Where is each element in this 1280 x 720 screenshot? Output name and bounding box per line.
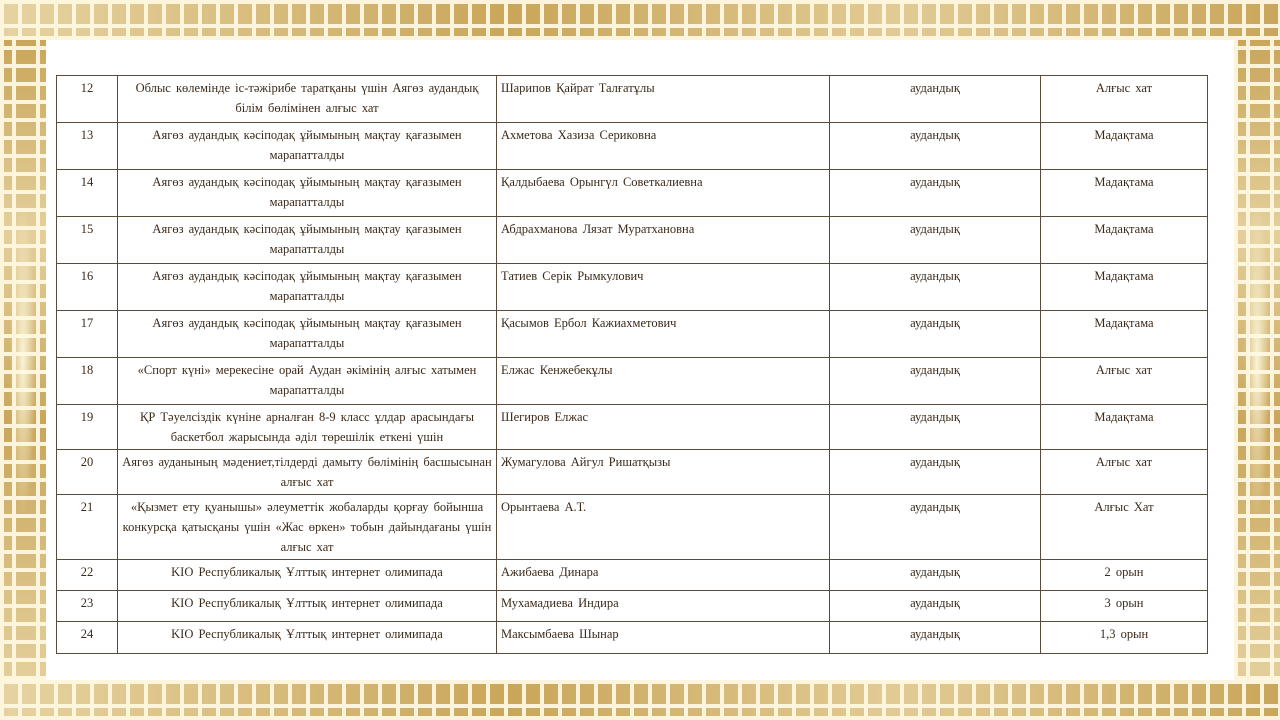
- recipient-name: Абдрахманова Лязат Муратхановна: [497, 217, 830, 264]
- awards-table: [56, 75, 1208, 654]
- award-description: ҚР Тәуелсіздік күніне арналған 8-9 класс ұлдар арасындағы баскетбол жарысында әділ төрешілік еткені үшін: [118, 405, 497, 450]
- award-description: Аягөз аудандық кәсіподақ ұйымының мақтау қағазымен марапатталды: [118, 264, 497, 311]
- award-level: аудандық: [830, 560, 1041, 591]
- table-row: [57, 560, 1208, 591]
- award-type: Мадақтама: [1041, 264, 1208, 311]
- awards-table-body: [57, 76, 1208, 654]
- award-description: Аягөз аудандық кәсіподақ ұйымының мақтау қағазымен марапатталды: [118, 217, 497, 264]
- recipient-name: Шегиров Елжас: [497, 405, 830, 450]
- table-row: [57, 217, 1208, 264]
- row-number: 20: [57, 450, 118, 495]
- row-number: 15: [57, 217, 118, 264]
- award-type: 2 орын: [1041, 560, 1208, 591]
- award-type: Алғыс хат: [1041, 76, 1208, 123]
- row-number: 24: [57, 622, 118, 654]
- recipient-name: Ахметова Хазиза Сериковна: [497, 123, 830, 170]
- table-row: [57, 123, 1208, 170]
- recipient-name: Ажибаева Динара: [497, 560, 830, 591]
- award-description: KIO Республикалық Ұлттық интернет олимипада: [118, 622, 497, 654]
- row-number: 23: [57, 591, 118, 622]
- recipient-name: Татиев Серік Рымкулович: [497, 264, 830, 311]
- recipient-name: Орынтаева А.Т.: [497, 495, 830, 560]
- recipient-name: Максымбаева Шынар: [497, 622, 830, 654]
- award-type: Мадақтама: [1041, 217, 1208, 264]
- award-description: Аягөз ауданының мәдениет,тілдерді дамыту бөлімінің басшысынан алғыс хат: [118, 450, 497, 495]
- award-description: Облыс көлемінде іс-тәжірибе таратқаны үшін Аягөз аудандық білім бөлімінен алғыс хат: [118, 76, 497, 123]
- award-description: «Қызмет ету қуанышы» әлеуметтік жобаларды қорғау бойынша конкурсқа қатысқаны үшін «Жас өркен» тобын дайындағаны үшін алғыс хат: [118, 495, 497, 560]
- row-number: 13: [57, 123, 118, 170]
- award-type: Алғыс Хат: [1041, 495, 1208, 560]
- recipient-name: Шарипов Қайрат Талғатұлы: [497, 76, 830, 123]
- greek-key-border-bottom: [0, 680, 1280, 720]
- award-type: 1,3 орын: [1041, 622, 1208, 654]
- award-type: Мадақтама: [1041, 405, 1208, 450]
- award-type: Мадақтама: [1041, 123, 1208, 170]
- award-level: аудандық: [830, 170, 1041, 217]
- award-level: аудандық: [830, 405, 1041, 450]
- award-level: аудандық: [830, 76, 1041, 123]
- recipient-name: Қалдыбаева Орынгүл Советкалиевна: [497, 170, 830, 217]
- greek-key-border-top: [0, 0, 1280, 40]
- award-description: Аягөз аудандық кәсіподақ ұйымының мақтау қағазымен марапатталды: [118, 170, 497, 217]
- award-description: Аягөз аудандық кәсіподақ ұйымының мақтау қағазымен марапатталды: [118, 311, 497, 358]
- table-row: [57, 76, 1208, 123]
- row-number: 17: [57, 311, 118, 358]
- award-level: аудандық: [830, 264, 1041, 311]
- award-level: аудандық: [830, 123, 1041, 170]
- award-level: аудандық: [830, 311, 1041, 358]
- award-type: 3 орын: [1041, 591, 1208, 622]
- award-level: аудандық: [830, 450, 1041, 495]
- table-row: [57, 405, 1208, 450]
- table-row: [57, 170, 1208, 217]
- award-description: Аягөз аудандық кәсіподақ ұйымының мақтау қағазымен марапатталды: [118, 123, 497, 170]
- table-row: [57, 358, 1208, 405]
- award-description: «Спорт күні» мерекесіне орай Аудан әкімінің алғыс хатымен марапатталды: [118, 358, 497, 405]
- greek-key-border-right: [1234, 40, 1280, 680]
- row-number: 12: [57, 76, 118, 123]
- award-level: аудандық: [830, 217, 1041, 264]
- table-row: [57, 311, 1208, 358]
- row-number: 14: [57, 170, 118, 217]
- award-level: аудандық: [830, 622, 1041, 654]
- table-row: [57, 450, 1208, 495]
- award-level: аудандық: [830, 495, 1041, 560]
- table-row: [57, 264, 1208, 311]
- row-number: 18: [57, 358, 118, 405]
- row-number: 21: [57, 495, 118, 560]
- greek-key-border-left: [0, 40, 46, 680]
- table-row: [57, 622, 1208, 654]
- recipient-name: Жумагулова Айгул Ришатқызы: [497, 450, 830, 495]
- award-type: Алғыс хат: [1041, 358, 1208, 405]
- table-row: [57, 495, 1208, 560]
- award-level: аудандық: [830, 358, 1041, 405]
- award-type: Алғыс хат: [1041, 450, 1208, 495]
- row-number: 19: [57, 405, 118, 450]
- recipient-name: Мухамадиева Индира: [497, 591, 830, 622]
- recipient-name: Қасымов Ербол Кажиахметович: [497, 311, 830, 358]
- row-number: 22: [57, 560, 118, 591]
- row-number: 16: [57, 264, 118, 311]
- table-row: [57, 591, 1208, 622]
- award-description: KIO Республикалық Ұлттық интернет олимипада: [118, 591, 497, 622]
- award-type: Мадақтама: [1041, 170, 1208, 217]
- recipient-name: Елжас Кенжебекұлы: [497, 358, 830, 405]
- award-type: Мадақтама: [1041, 311, 1208, 358]
- award-level: аудандық: [830, 591, 1041, 622]
- award-description: KIO Республикалық Ұлттық интернет олимипада: [118, 560, 497, 591]
